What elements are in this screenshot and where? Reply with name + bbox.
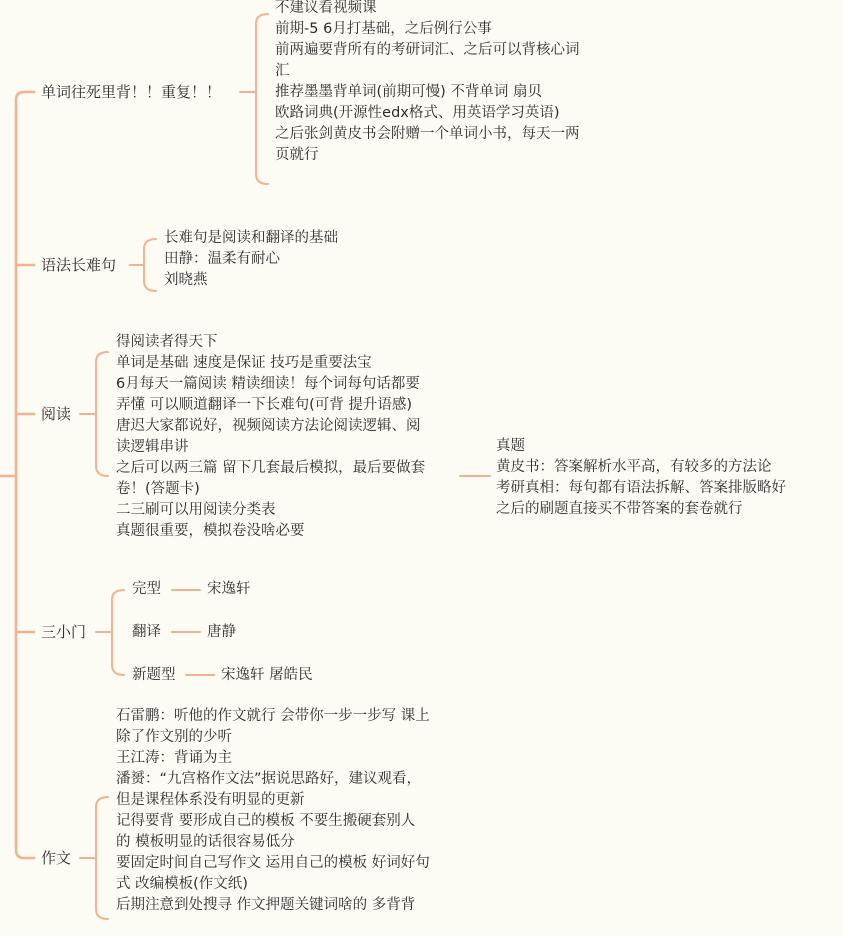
reading-note: 唐迟大家都说好，视频阅读方法论阅读逻辑、阅: [116, 418, 421, 434]
minor-bracket: [112, 590, 124, 675]
vocab-notes[interactable]: [275, 0, 580, 166]
zhenti-note: 之后的刷题直接买不带答案的套卷就行: [496, 501, 743, 517]
vocab-note: 前期-5 6月打基础，之后例行公事: [275, 21, 492, 37]
writing-notes[interactable]: [116, 706, 430, 916]
topic-minor[interactable]: 三小门: [41, 623, 87, 641]
zhenti-note: 真题: [496, 438, 525, 454]
minor-item-label[interactable]: 新题型: [132, 667, 176, 683]
reading-note: 之后可以两三篇 留下几套最后模拟，最后要做套: [116, 460, 426, 476]
reading-note: 单词是基础 速度是保证 技巧是重要法宝: [116, 355, 372, 371]
grammar-bracket: [144, 239, 156, 291]
reading-note: 卷！(答题卡): [116, 481, 200, 497]
vocab-note: 不建议看视频课: [275, 0, 377, 16]
grammar-note: 田静：温柔有耐心: [164, 251, 280, 267]
writing-note: 式 改编模板(作文纸): [116, 876, 248, 892]
reading-note: 弄懂 可以顺道翻译一下长难句(可背 提升语感): [116, 397, 413, 413]
writing-note: 但是课程体系没有明显的更新: [116, 792, 305, 808]
minor-item-teacher[interactable]: 宋逸轩: [207, 581, 251, 597]
vocab-note: 页就行: [275, 147, 319, 163]
reading-note: 二三刷可以用阅读分类表: [116, 502, 276, 518]
vocab-note: 前两遍要背所有的考研词汇、之后可以背核心词: [275, 42, 580, 58]
topic-writing[interactable]: 作文: [41, 849, 72, 867]
trunk-upper: [16, 92, 34, 476]
writing-note: 王江涛：背诵为主: [116, 750, 232, 766]
writing-note: 记得要背 要形成自己的模板 不要生搬硬套别人: [116, 813, 416, 829]
reading-note: 读逻辑串讲: [116, 439, 189, 455]
zhenti-notes[interactable]: [496, 436, 786, 520]
minor-item-teacher[interactable]: 宋逸轩 屠皓民: [221, 667, 313, 683]
writing-note: 石雷鹏：听他的作文就行 会带你一步一步写 课上: [116, 708, 430, 724]
topic-grammar[interactable]: 语法长难句: [41, 256, 117, 274]
grammar-note: 刘晓燕: [164, 272, 208, 288]
reading-note: 得阅读者得天下: [116, 334, 218, 350]
writing-bracket: [96, 797, 108, 919]
minor-item-label[interactable]: 翻译: [132, 624, 161, 640]
trunk-lower: [16, 476, 34, 858]
reading-note: 6月每天一篇阅读 精读细读！每个词每句话都要: [116, 376, 420, 392]
reading-bracket: [96, 352, 108, 476]
writing-note: 除了作文别的少听: [116, 729, 232, 745]
vocab-note: 之后张剑黄皮书会附赠一个单词小书，每天一两: [275, 126, 580, 142]
writing-note: 要固定时间自己写作文 运用自己的模板 好词好句: [116, 855, 430, 871]
topic-vocab[interactable]: 单词往死里背！！重复！！: [41, 83, 222, 101]
vocab-note: 汇: [275, 63, 290, 79]
vocab-note: 推荐墨墨背单词(前期可慢) 不背单词 扇贝: [275, 84, 543, 100]
writing-note: 潘赟：“九宫格作文法”据说思路好，建议观看，: [116, 771, 422, 787]
vocab-bracket: [256, 14, 268, 184]
reading-notes[interactable]: [116, 332, 425, 542]
grammar-note: 长难句是阅读和翻译的基础: [164, 230, 338, 246]
writing-note: 的 模板明显的话很容易低分: [116, 834, 295, 850]
vocab-note: 欧路词典(开源性edx格式、用英语学习英语): [275, 105, 560, 121]
minor-item-label[interactable]: 完型: [132, 581, 161, 597]
zhenti-note: 考研真相：每句都有语法拆解、答案排版略好: [496, 480, 786, 496]
minor-item-teacher[interactable]: 唐静: [207, 624, 236, 640]
writing-note: 后期注意到处搜寻 作文押题关键词啥的 多背背: [116, 897, 416, 913]
grammar-notes[interactable]: [164, 228, 338, 291]
topic-reading[interactable]: 阅读: [41, 405, 72, 423]
reading-note: 真题很重要，模拟卷没啥必要: [116, 523, 305, 539]
zhenti-note: 黄皮书：答案解析水平高，有较多的方法论: [496, 459, 772, 475]
